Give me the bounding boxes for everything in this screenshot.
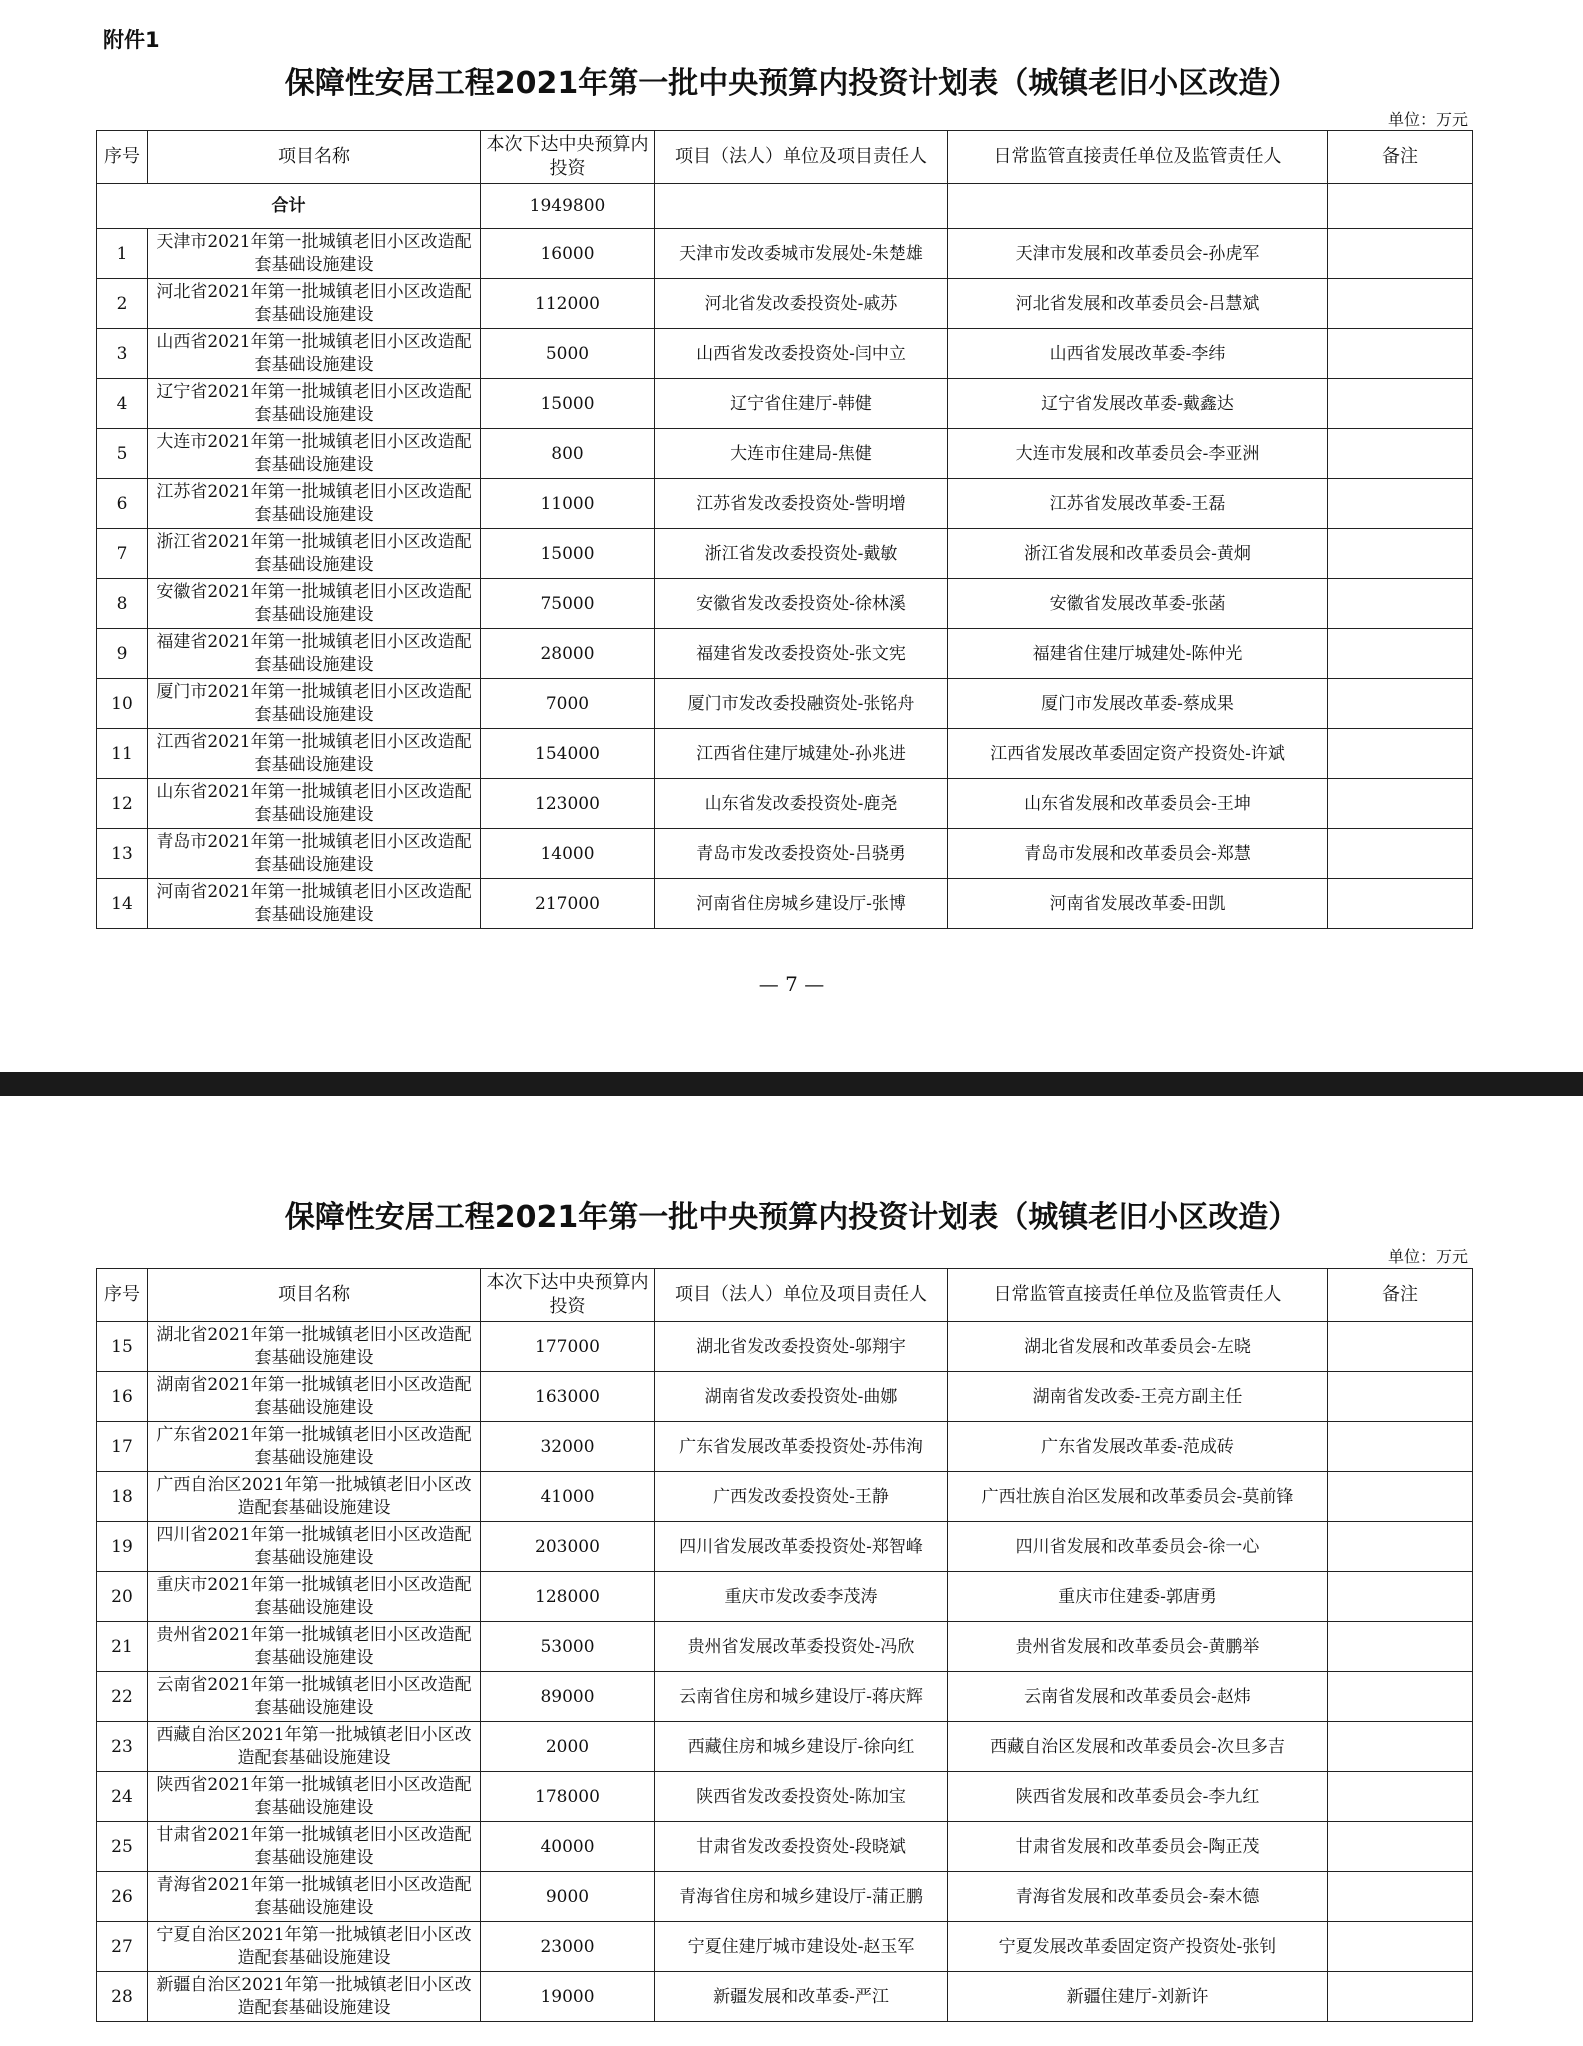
row-remarks xyxy=(1328,1622,1473,1672)
table-row xyxy=(97,1372,1473,1422)
row-supervisor: 安徽省发展改革委-张菡 xyxy=(948,579,1328,629)
table-row xyxy=(97,1972,1473,2022)
total-row xyxy=(97,184,1473,229)
row-project-name: 四川省2021年第一批城镇老旧小区改造配套基础设施建设 xyxy=(148,1522,481,1572)
header-seq: 序号 xyxy=(97,1269,148,1322)
row-remarks xyxy=(1328,1672,1473,1722)
row-investment: 217000 xyxy=(481,879,655,929)
row-legal-unit: 湖南省发改委投资处-曲娜 xyxy=(655,1372,948,1422)
row-supervisor: 西藏自治区发展和改革委员会-次旦多吉 xyxy=(948,1722,1328,1772)
row-seq: 10 xyxy=(97,679,148,729)
row-remarks xyxy=(1328,1722,1473,1772)
row-project-name: 陕西省2021年第一批城镇老旧小区改造配套基础设施建设 xyxy=(148,1772,481,1822)
row-remarks xyxy=(1328,1772,1473,1822)
row-supervisor: 河南省发展改革委-田凯 xyxy=(948,879,1328,929)
row-legal-unit: 青岛市发改委投资处-吕骁勇 xyxy=(655,829,948,879)
table-row xyxy=(97,1622,1473,1672)
row-supervisor: 湖南省发改委-王亮方副主任 xyxy=(948,1372,1328,1422)
table-header-row xyxy=(97,131,1473,184)
row-project-name: 江西省2021年第一批城镇老旧小区改造配套基础设施建设 xyxy=(148,729,481,779)
row-remarks xyxy=(1328,879,1473,929)
row-seq: 24 xyxy=(97,1772,148,1822)
row-supervisor: 青海省发展和改革委员会-秦木德 xyxy=(948,1872,1328,1922)
row-seq: 1 xyxy=(97,229,148,279)
header-remarks: 备注 xyxy=(1328,1269,1473,1322)
row-supervisor: 广西壮族自治区发展和改革委员会-莫前锋 xyxy=(948,1472,1328,1522)
table-row xyxy=(97,729,1473,779)
row-legal-unit: 山东省发改委投资处-鹿尧 xyxy=(655,779,948,829)
row-remarks xyxy=(1328,1472,1473,1522)
header-investment: 本次下达中央预算内投资 xyxy=(481,1269,655,1322)
row-investment: 7000 xyxy=(481,679,655,729)
row-investment: 28000 xyxy=(481,629,655,679)
row-supervisor: 山西省发展改革委-李纬 xyxy=(948,329,1328,379)
row-remarks xyxy=(1328,629,1473,679)
row-seq: 20 xyxy=(97,1572,148,1622)
table-row xyxy=(97,1772,1473,1822)
row-legal-unit: 江苏省发改委投资处-訾明增 xyxy=(655,479,948,529)
row-legal-unit: 江西省住建厅城建处-孙兆进 xyxy=(655,729,948,779)
row-supervisor: 宁夏发展改革委固定资产投资处-张钊 xyxy=(948,1922,1328,1972)
header-project-name: 项目名称 xyxy=(148,1269,481,1322)
row-remarks xyxy=(1328,1872,1473,1922)
row-investment: 19000 xyxy=(481,1972,655,2022)
row-seq: 27 xyxy=(97,1922,148,1972)
row-legal-unit: 广西发改委投资处-王静 xyxy=(655,1472,948,1522)
row-supervisor: 辽宁省发展改革委-戴鑫达 xyxy=(948,379,1328,429)
row-seq: 15 xyxy=(97,1322,148,1372)
row-legal-unit: 宁夏住建厅城市建设处-赵玉军 xyxy=(655,1922,948,1972)
row-investment: 800 xyxy=(481,429,655,479)
unit-label: 单位：万元 xyxy=(1387,110,1468,129)
row-remarks xyxy=(1328,579,1473,629)
row-project-name: 福建省2021年第一批城镇老旧小区改造配套基础设施建设 xyxy=(148,629,481,679)
row-remarks xyxy=(1328,1372,1473,1422)
row-supervisor: 福建省住建厅城建处-陈仲光 xyxy=(948,629,1328,679)
row-supervisor: 新疆住建厅-刘新许 xyxy=(948,1972,1328,2022)
row-seq: 17 xyxy=(97,1422,148,1472)
row-legal-unit: 青海省住房和城乡建设厅-蒲正鹏 xyxy=(655,1872,948,1922)
row-remarks xyxy=(1328,829,1473,879)
row-legal-unit: 山西省发改委投资处-闫中立 xyxy=(655,329,948,379)
row-seq: 22 xyxy=(97,1672,148,1722)
row-project-name: 湖南省2021年第一批城镇老旧小区改造配套基础设施建设 xyxy=(148,1372,481,1422)
row-investment: 16000 xyxy=(481,229,655,279)
row-investment: 75000 xyxy=(481,579,655,629)
table-row xyxy=(97,1872,1473,1922)
attachment-label: 附件1 xyxy=(103,28,160,52)
row-investment: 154000 xyxy=(481,729,655,779)
total-empty-cell xyxy=(655,184,948,229)
row-investment: 163000 xyxy=(481,1372,655,1422)
row-supervisor: 大连市发展和改革委员会-李亚洲 xyxy=(948,429,1328,479)
row-supervisor: 江西省发展改革委固定资产投资处-许斌 xyxy=(948,729,1328,779)
table-row xyxy=(97,1322,1473,1372)
table-row xyxy=(97,229,1473,279)
row-remarks xyxy=(1328,1422,1473,1472)
row-legal-unit: 安徽省发改委投资处-徐林溪 xyxy=(655,579,948,629)
row-remarks xyxy=(1328,229,1473,279)
row-project-name: 贵州省2021年第一批城镇老旧小区改造配套基础设施建设 xyxy=(148,1622,481,1672)
row-investment: 177000 xyxy=(481,1322,655,1372)
row-legal-unit: 西藏住房和城乡建设厅-徐向红 xyxy=(655,1722,948,1772)
row-project-name: 安徽省2021年第一批城镇老旧小区改造配套基础设施建设 xyxy=(148,579,481,629)
table-row xyxy=(97,1672,1473,1722)
header-legal-unit: 项目（法人）单位及项目责任人 xyxy=(655,131,948,184)
row-supervisor: 青岛市发展和改革委员会-郑慧 xyxy=(948,829,1328,879)
row-seq: 16 xyxy=(97,1372,148,1422)
row-seq: 7 xyxy=(97,529,148,579)
table-row xyxy=(97,1722,1473,1772)
row-legal-unit: 辽宁省住建厅-韩健 xyxy=(655,379,948,429)
row-remarks xyxy=(1328,779,1473,829)
row-investment: 32000 xyxy=(481,1422,655,1472)
row-legal-unit: 河南省住房城乡建设厅-张博 xyxy=(655,879,948,929)
row-project-name: 青岛市2021年第一批城镇老旧小区改造配套基础设施建设 xyxy=(148,829,481,879)
table-row xyxy=(97,429,1473,479)
table-row xyxy=(97,1922,1473,1972)
total-empty-cell xyxy=(1328,184,1473,229)
table-row xyxy=(97,1572,1473,1622)
table-row xyxy=(97,279,1473,329)
row-supervisor: 湖北省发展和改革委员会-左晓 xyxy=(948,1322,1328,1372)
total-empty-cell xyxy=(948,184,1328,229)
row-investment: 9000 xyxy=(481,1872,655,1922)
row-seq: 12 xyxy=(97,779,148,829)
document-page-2 xyxy=(0,1096,1583,2046)
row-remarks xyxy=(1328,1572,1473,1622)
row-investment: 14000 xyxy=(481,829,655,879)
row-supervisor: 甘肃省发展和改革委员会-陶正茂 xyxy=(948,1822,1328,1872)
row-seq: 14 xyxy=(97,879,148,929)
row-legal-unit: 四川省发展改革委投资处-郑智峰 xyxy=(655,1522,948,1572)
row-seq: 25 xyxy=(97,1822,148,1872)
row-remarks xyxy=(1328,279,1473,329)
row-legal-unit: 重庆市发改委李茂涛 xyxy=(655,1572,948,1622)
page-title: 保障性安居工程2021年第一批中央预算内投资计划表（城镇老旧小区改造） xyxy=(284,66,1299,101)
row-seq: 21 xyxy=(97,1622,148,1672)
row-supervisor: 山东省发展和改革委员会-王坤 xyxy=(948,779,1328,829)
row-project-name: 西藏自治区2021年第一批城镇老旧小区改造配套基础设施建设 xyxy=(148,1722,481,1772)
header-project-name: 项目名称 xyxy=(148,131,481,184)
row-project-name: 辽宁省2021年第一批城镇老旧小区改造配套基础设施建设 xyxy=(148,379,481,429)
table-row xyxy=(97,829,1473,879)
row-legal-unit: 广东省发展改革委投资处-苏伟洵 xyxy=(655,1422,948,1472)
row-seq: 23 xyxy=(97,1722,148,1772)
row-seq: 2 xyxy=(97,279,148,329)
row-project-name: 河北省2021年第一批城镇老旧小区改造配套基础设施建设 xyxy=(148,279,481,329)
row-supervisor: 贵州省发展和改革委员会-黄鹏举 xyxy=(948,1622,1328,1672)
row-project-name: 青海省2021年第一批城镇老旧小区改造配套基础设施建设 xyxy=(148,1872,481,1922)
total-label: 合计 xyxy=(97,184,481,229)
table-row xyxy=(97,529,1473,579)
row-remarks xyxy=(1328,1922,1473,1972)
row-seq: 3 xyxy=(97,329,148,379)
row-remarks xyxy=(1328,729,1473,779)
row-remarks xyxy=(1328,1322,1473,1372)
row-supervisor: 陕西省发展和改革委员会-李九红 xyxy=(948,1772,1328,1822)
row-project-name: 广西自治区2021年第一批城镇老旧小区改造配套基础设施建设 xyxy=(148,1472,481,1522)
row-seq: 9 xyxy=(97,629,148,679)
row-supervisor: 厦门市发展改革委-蔡成果 xyxy=(948,679,1328,729)
table-row xyxy=(97,679,1473,729)
row-legal-unit: 新疆发展和改革委-严江 xyxy=(655,1972,948,2022)
header-investment: 本次下达中央预算内投资 xyxy=(481,131,655,184)
row-seq: 28 xyxy=(97,1972,148,2022)
row-seq: 6 xyxy=(97,479,148,529)
row-investment: 5000 xyxy=(481,329,655,379)
row-project-name: 山西省2021年第一批城镇老旧小区改造配套基础设施建设 xyxy=(148,329,481,379)
row-investment: 15000 xyxy=(481,529,655,579)
row-seq: 5 xyxy=(97,429,148,479)
row-legal-unit: 厦门市发改委投融资处-张铭舟 xyxy=(655,679,948,729)
table-row xyxy=(97,1422,1473,1472)
row-seq: 11 xyxy=(97,729,148,779)
row-legal-unit: 天津市发改委城市发展处-朱楚雄 xyxy=(655,229,948,279)
row-investment: 23000 xyxy=(481,1922,655,1972)
row-legal-unit: 大连市住建局-焦健 xyxy=(655,429,948,479)
table-row xyxy=(97,579,1473,629)
row-legal-unit: 浙江省发改委投资处-戴敏 xyxy=(655,529,948,579)
row-project-name: 大连市2021年第一批城镇老旧小区改造配套基础设施建设 xyxy=(148,429,481,479)
unit-label: 单位：万元 xyxy=(1387,1247,1468,1266)
investment-plan-table-1 xyxy=(96,130,1473,929)
header-supervisor: 日常监管直接责任单位及监管责任人 xyxy=(948,131,1328,184)
row-seq: 26 xyxy=(97,1872,148,1922)
row-project-name: 河南省2021年第一批城镇老旧小区改造配套基础设施建设 xyxy=(148,879,481,929)
row-project-name: 广东省2021年第一批城镇老旧小区改造配套基础设施建设 xyxy=(148,1422,481,1472)
row-legal-unit: 陕西省发改委投资处-陈加宝 xyxy=(655,1772,948,1822)
row-project-name: 宁夏自治区2021年第一批城镇老旧小区改造配套基础设施建设 xyxy=(148,1922,481,1972)
row-remarks xyxy=(1328,379,1473,429)
row-supervisor: 广东省发展改革委-范成砖 xyxy=(948,1422,1328,1472)
row-investment: 2000 xyxy=(481,1722,655,1772)
row-investment: 40000 xyxy=(481,1822,655,1872)
row-investment: 11000 xyxy=(481,479,655,529)
table-row xyxy=(97,779,1473,829)
row-seq: 8 xyxy=(97,579,148,629)
row-investment: 128000 xyxy=(481,1572,655,1622)
row-project-name: 浙江省2021年第一批城镇老旧小区改造配套基础设施建设 xyxy=(148,529,481,579)
row-investment: 203000 xyxy=(481,1522,655,1572)
row-seq: 4 xyxy=(97,379,148,429)
table-row xyxy=(97,879,1473,929)
row-supervisor: 天津市发展和改革委员会-孙虎军 xyxy=(948,229,1328,279)
table-row xyxy=(97,1472,1473,1522)
row-supervisor: 云南省发展和改革委员会-赵炜 xyxy=(948,1672,1328,1722)
row-investment: 15000 xyxy=(481,379,655,429)
row-supervisor: 江苏省发展改革委-王磊 xyxy=(948,479,1328,529)
row-project-name: 湖北省2021年第一批城镇老旧小区改造配套基础设施建设 xyxy=(148,1322,481,1372)
row-remarks xyxy=(1328,479,1473,529)
row-seq: 18 xyxy=(97,1472,148,1522)
row-project-name: 山东省2021年第一批城镇老旧小区改造配套基础设施建设 xyxy=(148,779,481,829)
table-row xyxy=(97,629,1473,679)
row-investment: 53000 xyxy=(481,1622,655,1672)
row-remarks xyxy=(1328,679,1473,729)
table-row xyxy=(97,479,1473,529)
row-project-name: 甘肃省2021年第一批城镇老旧小区改造配套基础设施建设 xyxy=(148,1822,481,1872)
row-remarks xyxy=(1328,1522,1473,1572)
row-remarks xyxy=(1328,529,1473,579)
table-row xyxy=(97,379,1473,429)
row-supervisor: 重庆市住建委-郭唐勇 xyxy=(948,1572,1328,1622)
page-separator xyxy=(0,1072,1583,1096)
row-investment: 178000 xyxy=(481,1772,655,1822)
row-investment: 89000 xyxy=(481,1672,655,1722)
row-project-name: 天津市2021年第一批城镇老旧小区改造配套基础设施建设 xyxy=(148,229,481,279)
header-legal-unit: 项目（法人）单位及项目责任人 xyxy=(655,1269,948,1322)
table-row xyxy=(97,1822,1473,1872)
row-legal-unit: 河北省发改委投资处-戚苏 xyxy=(655,279,948,329)
row-project-name: 厦门市2021年第一批城镇老旧小区改造配套基础设施建设 xyxy=(148,679,481,729)
row-seq: 19 xyxy=(97,1522,148,1572)
investment-plan-table-2 xyxy=(96,1268,1473,2022)
row-remarks xyxy=(1328,429,1473,479)
row-legal-unit: 贵州省发展改革委投资处-冯欣 xyxy=(655,1622,948,1672)
page-title: 保障性安居工程2021年第一批中央预算内投资计划表（城镇老旧小区改造） xyxy=(284,1200,1299,1235)
row-remarks xyxy=(1328,1822,1473,1872)
row-project-name: 云南省2021年第一批城镇老旧小区改造配套基础设施建设 xyxy=(148,1672,481,1722)
row-investment: 112000 xyxy=(481,279,655,329)
header-supervisor: 日常监管直接责任单位及监管责任人 xyxy=(948,1269,1328,1322)
row-legal-unit: 湖北省发改委投资处-邬翔宇 xyxy=(655,1322,948,1372)
row-legal-unit: 福建省发改委投资处-张文宪 xyxy=(655,629,948,679)
total-value: 1949800 xyxy=(481,184,655,229)
table-row xyxy=(97,329,1473,379)
row-project-name: 新疆自治区2021年第一批城镇老旧小区改造配套基础设施建设 xyxy=(148,1972,481,2022)
row-project-name: 重庆市2021年第一批城镇老旧小区改造配套基础设施建设 xyxy=(148,1572,481,1622)
row-supervisor: 四川省发展和改革委员会-徐一心 xyxy=(948,1522,1328,1572)
row-supervisor: 浙江省发展和改革委员会-黄炯 xyxy=(948,529,1328,579)
header-remarks: 备注 xyxy=(1328,131,1473,184)
row-project-name: 江苏省2021年第一批城镇老旧小区改造配套基础设施建设 xyxy=(148,479,481,529)
row-legal-unit: 云南省住房和城乡建设厅-蒋庆辉 xyxy=(655,1672,948,1722)
table-row xyxy=(97,1522,1473,1572)
row-investment: 41000 xyxy=(481,1472,655,1522)
row-seq: 13 xyxy=(97,829,148,879)
row-supervisor: 河北省发展和改革委员会-吕慧斌 xyxy=(948,279,1328,329)
row-remarks xyxy=(1328,329,1473,379)
row-legal-unit: 甘肃省发改委投资处-段晓斌 xyxy=(655,1822,948,1872)
table-header-row xyxy=(97,1269,1473,1322)
page-number: — 7 — xyxy=(758,972,825,996)
row-remarks xyxy=(1328,1972,1473,2022)
row-investment: 123000 xyxy=(481,779,655,829)
header-seq: 序号 xyxy=(97,131,148,184)
